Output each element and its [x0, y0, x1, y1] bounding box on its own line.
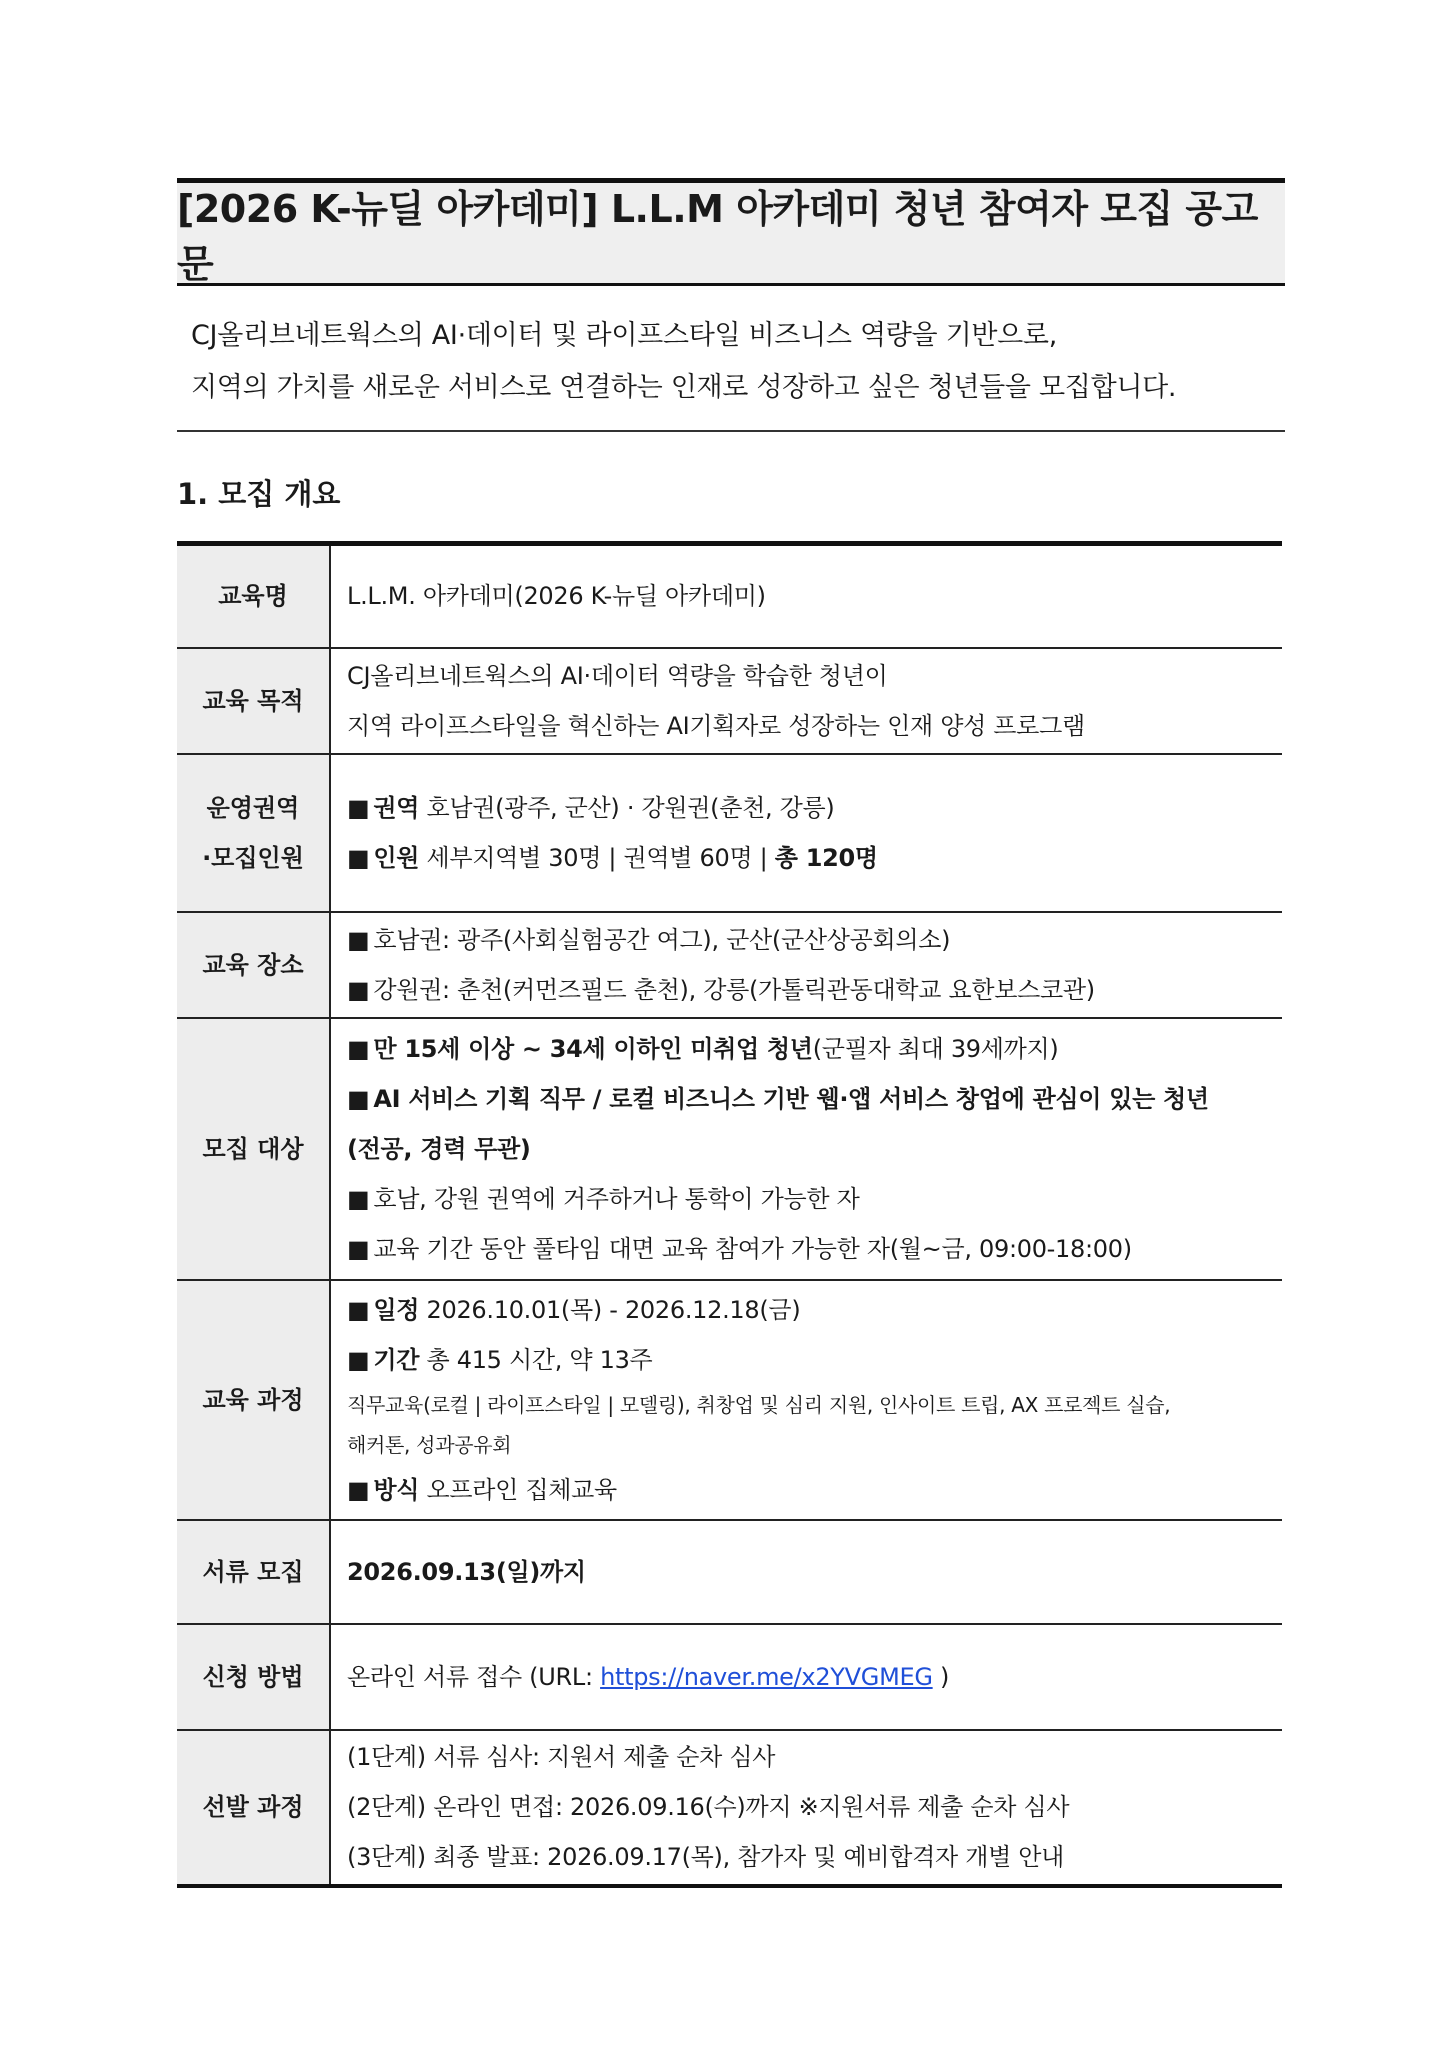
row-header-apply: 신청 방법 [177, 1624, 330, 1730]
region-line-1 [347, 783, 1272, 833]
target-line-4 [347, 1174, 1272, 1224]
purpose-line-1: CJ올리브네트웍스의 AI·데이터 역량을 학습한 청년이 [347, 661, 888, 690]
apply-cell [330, 1624, 1282, 1730]
place-cell [330, 912, 1282, 1018]
bullet-square-icon: ■ [347, 975, 370, 1004]
target-residence: 호남, 강원 권역에 거주하거나 통학이 가능한 자 [373, 1184, 860, 1213]
region-cell [330, 754, 1282, 912]
table-row [177, 544, 1282, 648]
apply-suffix: ) [932, 1662, 950, 1691]
bullet-square-icon: ■ [347, 1345, 370, 1374]
target-age: 만 15세 이상 ~ 34세 이하인 미취업 청년 [373, 1034, 813, 1063]
region-header-2: ·모집인원 [202, 843, 304, 872]
bullet-square-icon: ■ [347, 843, 370, 872]
course-schedule: 2026.10.01(목) - 2026.12.18(금) [426, 1295, 801, 1324]
table-row [177, 1730, 1282, 1886]
title-box [177, 178, 1285, 286]
bullet-square-icon: ■ [347, 1184, 370, 1213]
row-header-target: 모집 대상 [177, 1018, 330, 1280]
target-age-note: (군필자 최대 39세까지) [812, 1034, 1059, 1063]
target-line-1 [347, 1024, 1272, 1074]
selection-cell [330, 1730, 1282, 1886]
docs-deadline: 2026.09.13(일)까지 [330, 1520, 1282, 1624]
bullet-square-icon: ■ [347, 1034, 370, 1063]
selection-step-2: (2단계) 온라인 면접: 2026.09.16(수)까지 ※지원서류 제출 순차 심사 [347, 1793, 1070, 1821]
region-text-2: 세부지역별 30명 | 권역별 60명 | [426, 843, 768, 872]
row-header-edu-name: 교육명 [177, 544, 330, 648]
target-line-5 [347, 1224, 1272, 1274]
row-header-selection: 선발 과정 [177, 1730, 330, 1886]
row-header-docs: 서류 모집 [177, 1520, 330, 1624]
course-line-1 [347, 1285, 1272, 1335]
selection-step-3: (3단계) 최종 발표: 2026.09.17(목), 참가자 및 예비합격자 개별 안내 [347, 1843, 1065, 1871]
row-header-place: 교육 장소 [177, 912, 330, 1018]
selection-step-1: (1단계) 서류 심사: 지원서 제출 순차 심사 [347, 1743, 776, 1771]
info-table [177, 541, 1282, 1888]
edu-name-value: L.L.M. 아카데미(2026 K-뉴딜 아카데미) [347, 582, 766, 611]
intro [177, 286, 1285, 432]
course-line-3 [347, 1465, 1272, 1515]
intro-line-2: 지역의 가치를 새로운 서비스로 연결하는 인재로 성장하고 싶은 청년들을 모집합니다. [191, 372, 1177, 403]
region-text-1: 호남권(광주, 군산) · 강원권(춘천, 강릉) [426, 793, 835, 822]
place-line-2 [347, 965, 1272, 1015]
region-total: 총 120명 [774, 843, 878, 872]
purpose-line-2: 지역 라이프스타일을 혁신하는 AI기획자로 성장하는 인재 양성 프로그램 [347, 711, 1085, 740]
place-text-1: 호남권: 광주(사회실험공간 여그), 군산(군산상공회의소) [373, 925, 951, 954]
bullet-square-icon: ■ [347, 1234, 370, 1263]
target-line-3: (전공, 경력 무관) [347, 1134, 531, 1163]
row-header-purpose: 교육 목적 [177, 648, 330, 754]
intro-line-1: CJ올리브네트웍스의 AI·데이터 및 라이프스타일 비즈니스 역량을 기반으로, [191, 320, 1057, 351]
course-label-3: 방식 [373, 1475, 420, 1504]
table-row [177, 1018, 1282, 1280]
apply-url-link[interactable]: https://naver.me/x2YVGMEG [600, 1662, 933, 1691]
region-label-1: 권역 [373, 793, 420, 822]
document-page [177, 178, 1285, 1888]
course-label-2: 기간 [373, 1345, 420, 1374]
document-title: [2026 K-뉴딜 아카데미] L.L.M 아카데미 청년 참여자 모집 공고문 [177, 187, 1258, 286]
target-interest: AI 서비스 기획 직무 / 로컬 비즈니스 기반 웹·앱 서비스 창업에 관심이 있는 청년 [373, 1084, 1209, 1113]
course-cell [330, 1280, 1282, 1520]
course-detail-2: 해커톤, 성과공유회 [347, 1432, 512, 1457]
bullet-square-icon: ■ [347, 925, 370, 954]
table-row [177, 754, 1282, 912]
section-title: 1. 모집 개요 [177, 477, 341, 511]
region-header-1: 운영권역 [206, 793, 300, 822]
table-row [177, 1520, 1282, 1624]
table-row [177, 1624, 1282, 1730]
row-header-course: 교육 과정 [177, 1280, 330, 1520]
region-line-2 [347, 833, 1272, 883]
course-line-2 [347, 1335, 1272, 1385]
bullet-square-icon: ■ [347, 1084, 370, 1113]
table-row [177, 912, 1282, 1018]
course-detail-1: 직무교육(로컬 | 라이프스타일 | 모델링), 취창업 및 심리 지원, 인사이트 트립, AX 프로젝트 실습, [347, 1392, 1171, 1417]
region-label-2: 인원 [373, 843, 420, 872]
place-text-2: 강원권: 춘천(커먼즈필드 춘천), 강릉(가톨릭관동대학교 요한보스코관) [373, 975, 1095, 1004]
bullet-square-icon: ■ [347, 1295, 370, 1324]
bullet-square-icon: ■ [347, 1475, 370, 1504]
target-fulltime: 교육 기간 동안 풀타임 대면 교육 참여가 가능한 자(월~금, 09:00-18:00) [373, 1234, 1132, 1263]
purpose-cell [330, 648, 1282, 754]
place-line-1 [347, 915, 1272, 965]
course-label-1: 일정 [373, 1295, 420, 1324]
table-row [177, 1280, 1282, 1520]
target-cell [330, 1018, 1282, 1280]
apply-prefix: 온라인 서류 접수 (URL: [347, 1662, 601, 1691]
row-header-region [177, 754, 330, 912]
table-row [177, 648, 1282, 754]
course-method: 오프라인 집체교육 [426, 1475, 617, 1504]
target-line-2 [347, 1074, 1272, 1124]
bullet-square-icon: ■ [347, 793, 370, 822]
course-duration: 총 415 시간, 약 13주 [426, 1345, 653, 1374]
